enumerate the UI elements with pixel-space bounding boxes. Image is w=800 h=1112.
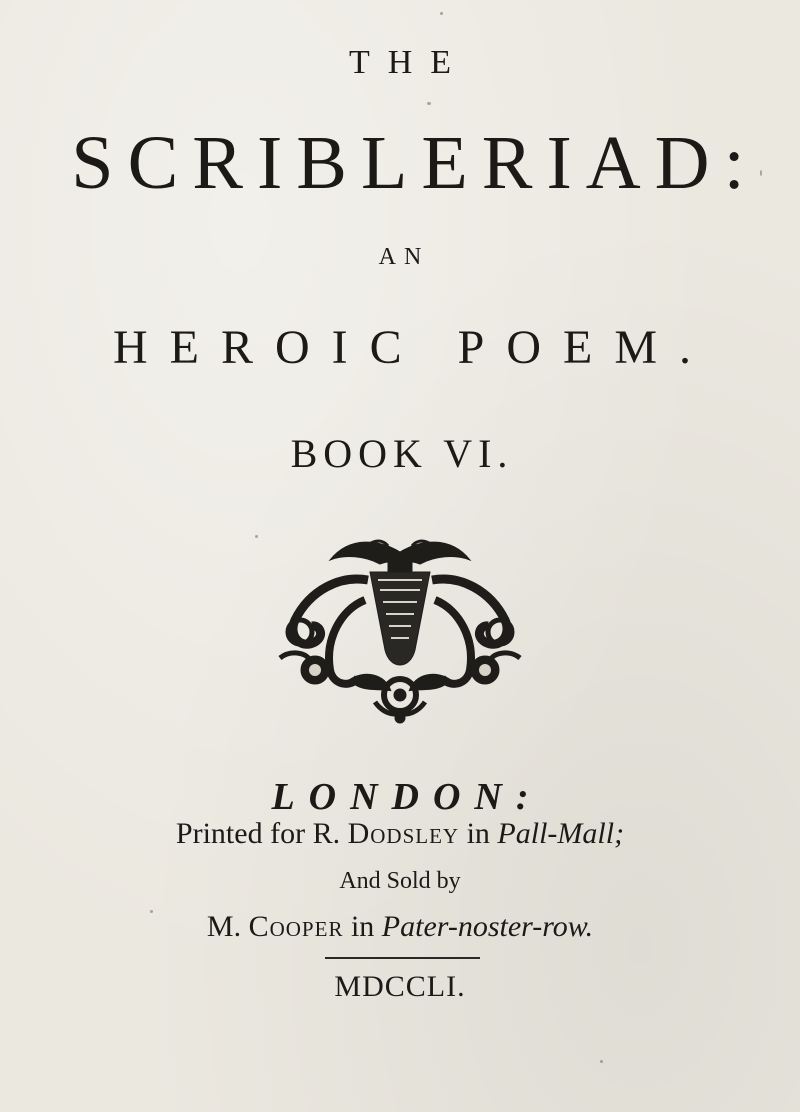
- imprint-year: MDCCLI.: [334, 970, 466, 1003]
- paper-speck: [427, 102, 431, 105]
- seller-name: Cooper: [248, 910, 344, 943]
- printed-prefix: Printed for R.: [175, 817, 341, 850]
- paper-speck: [760, 170, 762, 176]
- main-title: SCRIBLERIAD:: [71, 121, 759, 205]
- paper-speck: [150, 910, 153, 913]
- heading-the: THE: [348, 44, 470, 81]
- printer-name: Dodsley: [347, 817, 460, 850]
- seller-place: Pater-noster-row.: [381, 910, 594, 943]
- paper-speck: [440, 12, 443, 15]
- seller-mid: in: [350, 910, 375, 943]
- paper-speck: [255, 535, 258, 538]
- imprint-divider: [325, 957, 480, 959]
- printed-mid: in: [466, 817, 490, 850]
- printer-place: Pall-Mall;: [497, 817, 625, 850]
- imprint-sold-line: And Sold by: [339, 868, 461, 894]
- imprint-printer-line: [0, 817, 800, 851]
- fleuron-ornament-icon: [270, 530, 530, 725]
- seller-initial: M.: [206, 910, 242, 943]
- imprint-city: LONDON:: [271, 776, 543, 818]
- heading-an: AN: [378, 244, 430, 270]
- book-number: BOOK VI.: [290, 431, 514, 476]
- imprint-seller-line: [0, 910, 800, 944]
- subtitle: HEROIC POEM.: [112, 321, 714, 374]
- paper-speck: [600, 1060, 603, 1063]
